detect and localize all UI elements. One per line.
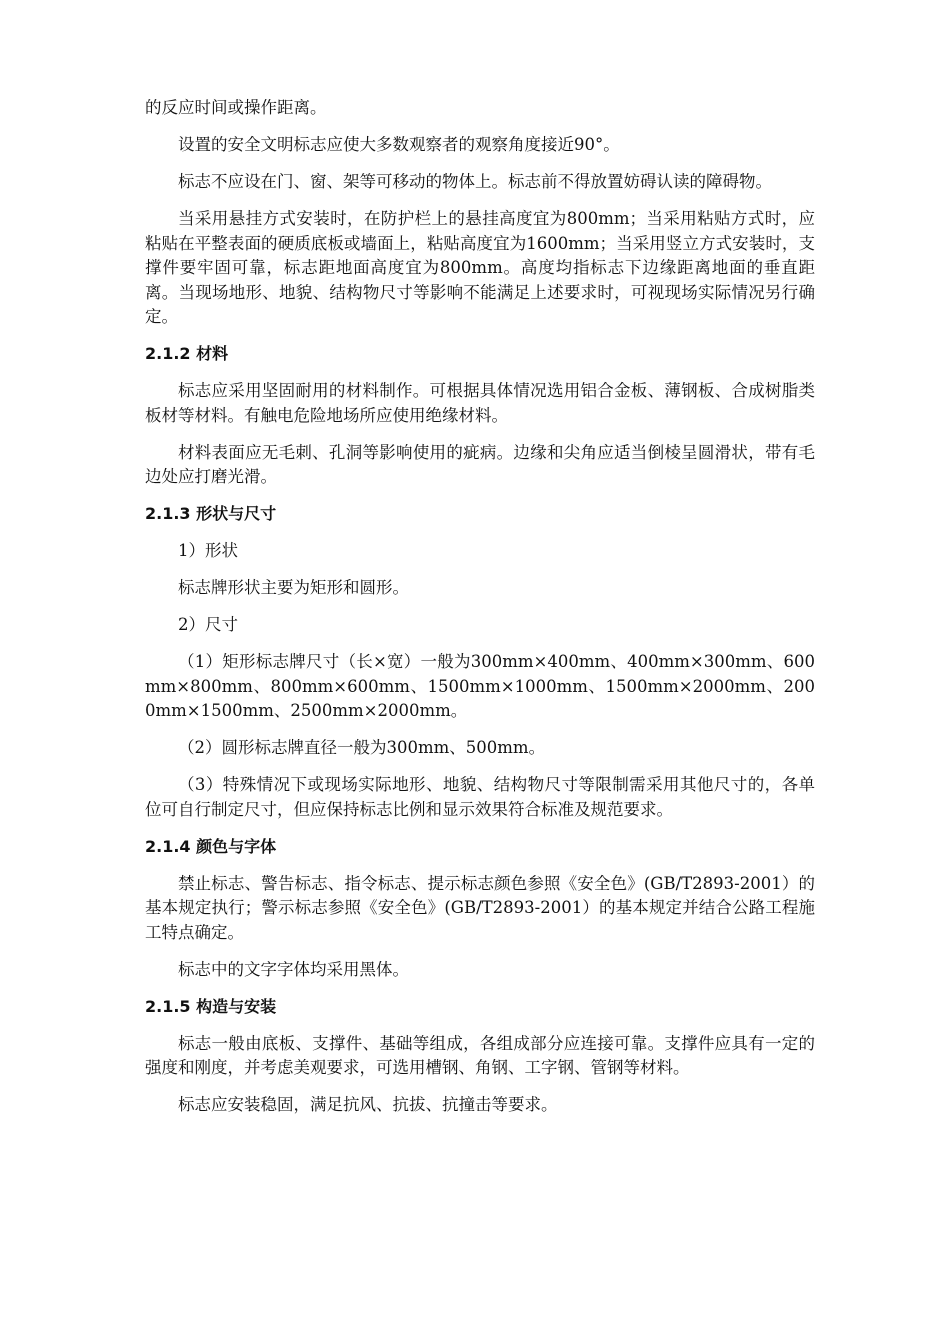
list-item-size: 2）尺寸 xyxy=(178,615,238,634)
paragraph-color: 禁止标志、警告标志、指令标志、提示标志颜色参照《安全色》(GB/T2893-2001）的基本规定执行；警示标志参照《安全色》(GB/T2893-2001）的基本规定并结合公路工程施工特点确定。 xyxy=(145,873,815,942)
paragraph-special-size: （3）特殊情况下或现场实际地形、地貌、结构物尺寸等限制需采用其他尺寸的，各单位可自行制定尺寸，但应保持标志比例和显示效果符合标准及规范要求。 xyxy=(145,775,815,819)
paragraph-rect-size: （1）矩形标志牌尺寸（长×宽）一般为300mm×400mm、400mm×300mm、600mm×800mm、800mm×600mm、1500mm×1000mm、1500mm×2000mm、2000mm×1500mm、2500mm×2000mm。 xyxy=(145,652,815,720)
paragraph-viewing-angle: 设置的安全文明标志应使大多数观察者的观察角度接近90°。 xyxy=(178,135,620,154)
section-heading-construction: 2.1.5 构造与安装 xyxy=(145,996,277,1016)
paragraph-stability: 标志应安装稳固，满足抗风、抗拔、抗撞击等要求。 xyxy=(178,1095,558,1114)
section-heading-shape-size: 2.1.3 形状与尺寸 xyxy=(145,504,277,523)
paragraph-continuation: 的反应时间或操作距离。 xyxy=(145,98,327,117)
document-page xyxy=(145,96,815,1130)
paragraph-placement: 标志不应设在门、窗、架等可移动的物体上。标志前不得放置妨碍认读的障碍物。 xyxy=(178,172,772,191)
list-item-shape: 1）形状 xyxy=(178,541,238,560)
paragraph-font: 标志中的文字字体均采用黑体。 xyxy=(178,959,409,979)
paragraph-materials-choice: 标志应采用坚固耐用的材料制作。可根据具体情况选用铝合金板、薄钢板、合成树脂类板材等材料。有触电危险地场所应使用绝缘材料。 xyxy=(145,381,815,425)
paragraph-construction: 标志一般由底板、支撑件、基础等组成，各组成部分应连接可靠。支撑件应具有一定的强度和刚度，并考虑美观要求，可选用槽钢、角钢、工字钢、管钢等材料。 xyxy=(145,1033,815,1077)
paragraph-circle-size: （2）圆形标志牌直径一般为300mm、500mm。 xyxy=(178,738,546,757)
section-heading-materials: 2.1.2 材料 xyxy=(145,344,229,363)
paragraph-shape: 标志牌形状主要为矩形和圆形。 xyxy=(178,578,409,597)
paragraph-materials-surface: 材料表面应无毛刺、孔洞等影响使用的疵病。边缘和尖角应适当倒棱呈圆滑状，带有毛边处应打磨光滑。 xyxy=(145,442,815,486)
paragraph-installation-height: 当采用悬挂方式安装时，在防护栏上的悬挂高度宜为800mm；当采用粘贴方式时，应粘贴在平整表面的硬质底板或墙面上，粘贴高度宜为1600mm；当采用竖立方式安装时，支撑件要牢固可靠，标志距地面高度宜为800mm。高度均指标志下边缘距离地面的垂直距离。当现场地形、地貌、结构物尺寸等影响不能满足上述要求时，可视现场实际情况另行确定。 xyxy=(145,209,815,326)
section-heading-color-font: 2.1.4 颜色与字体 xyxy=(145,836,277,856)
